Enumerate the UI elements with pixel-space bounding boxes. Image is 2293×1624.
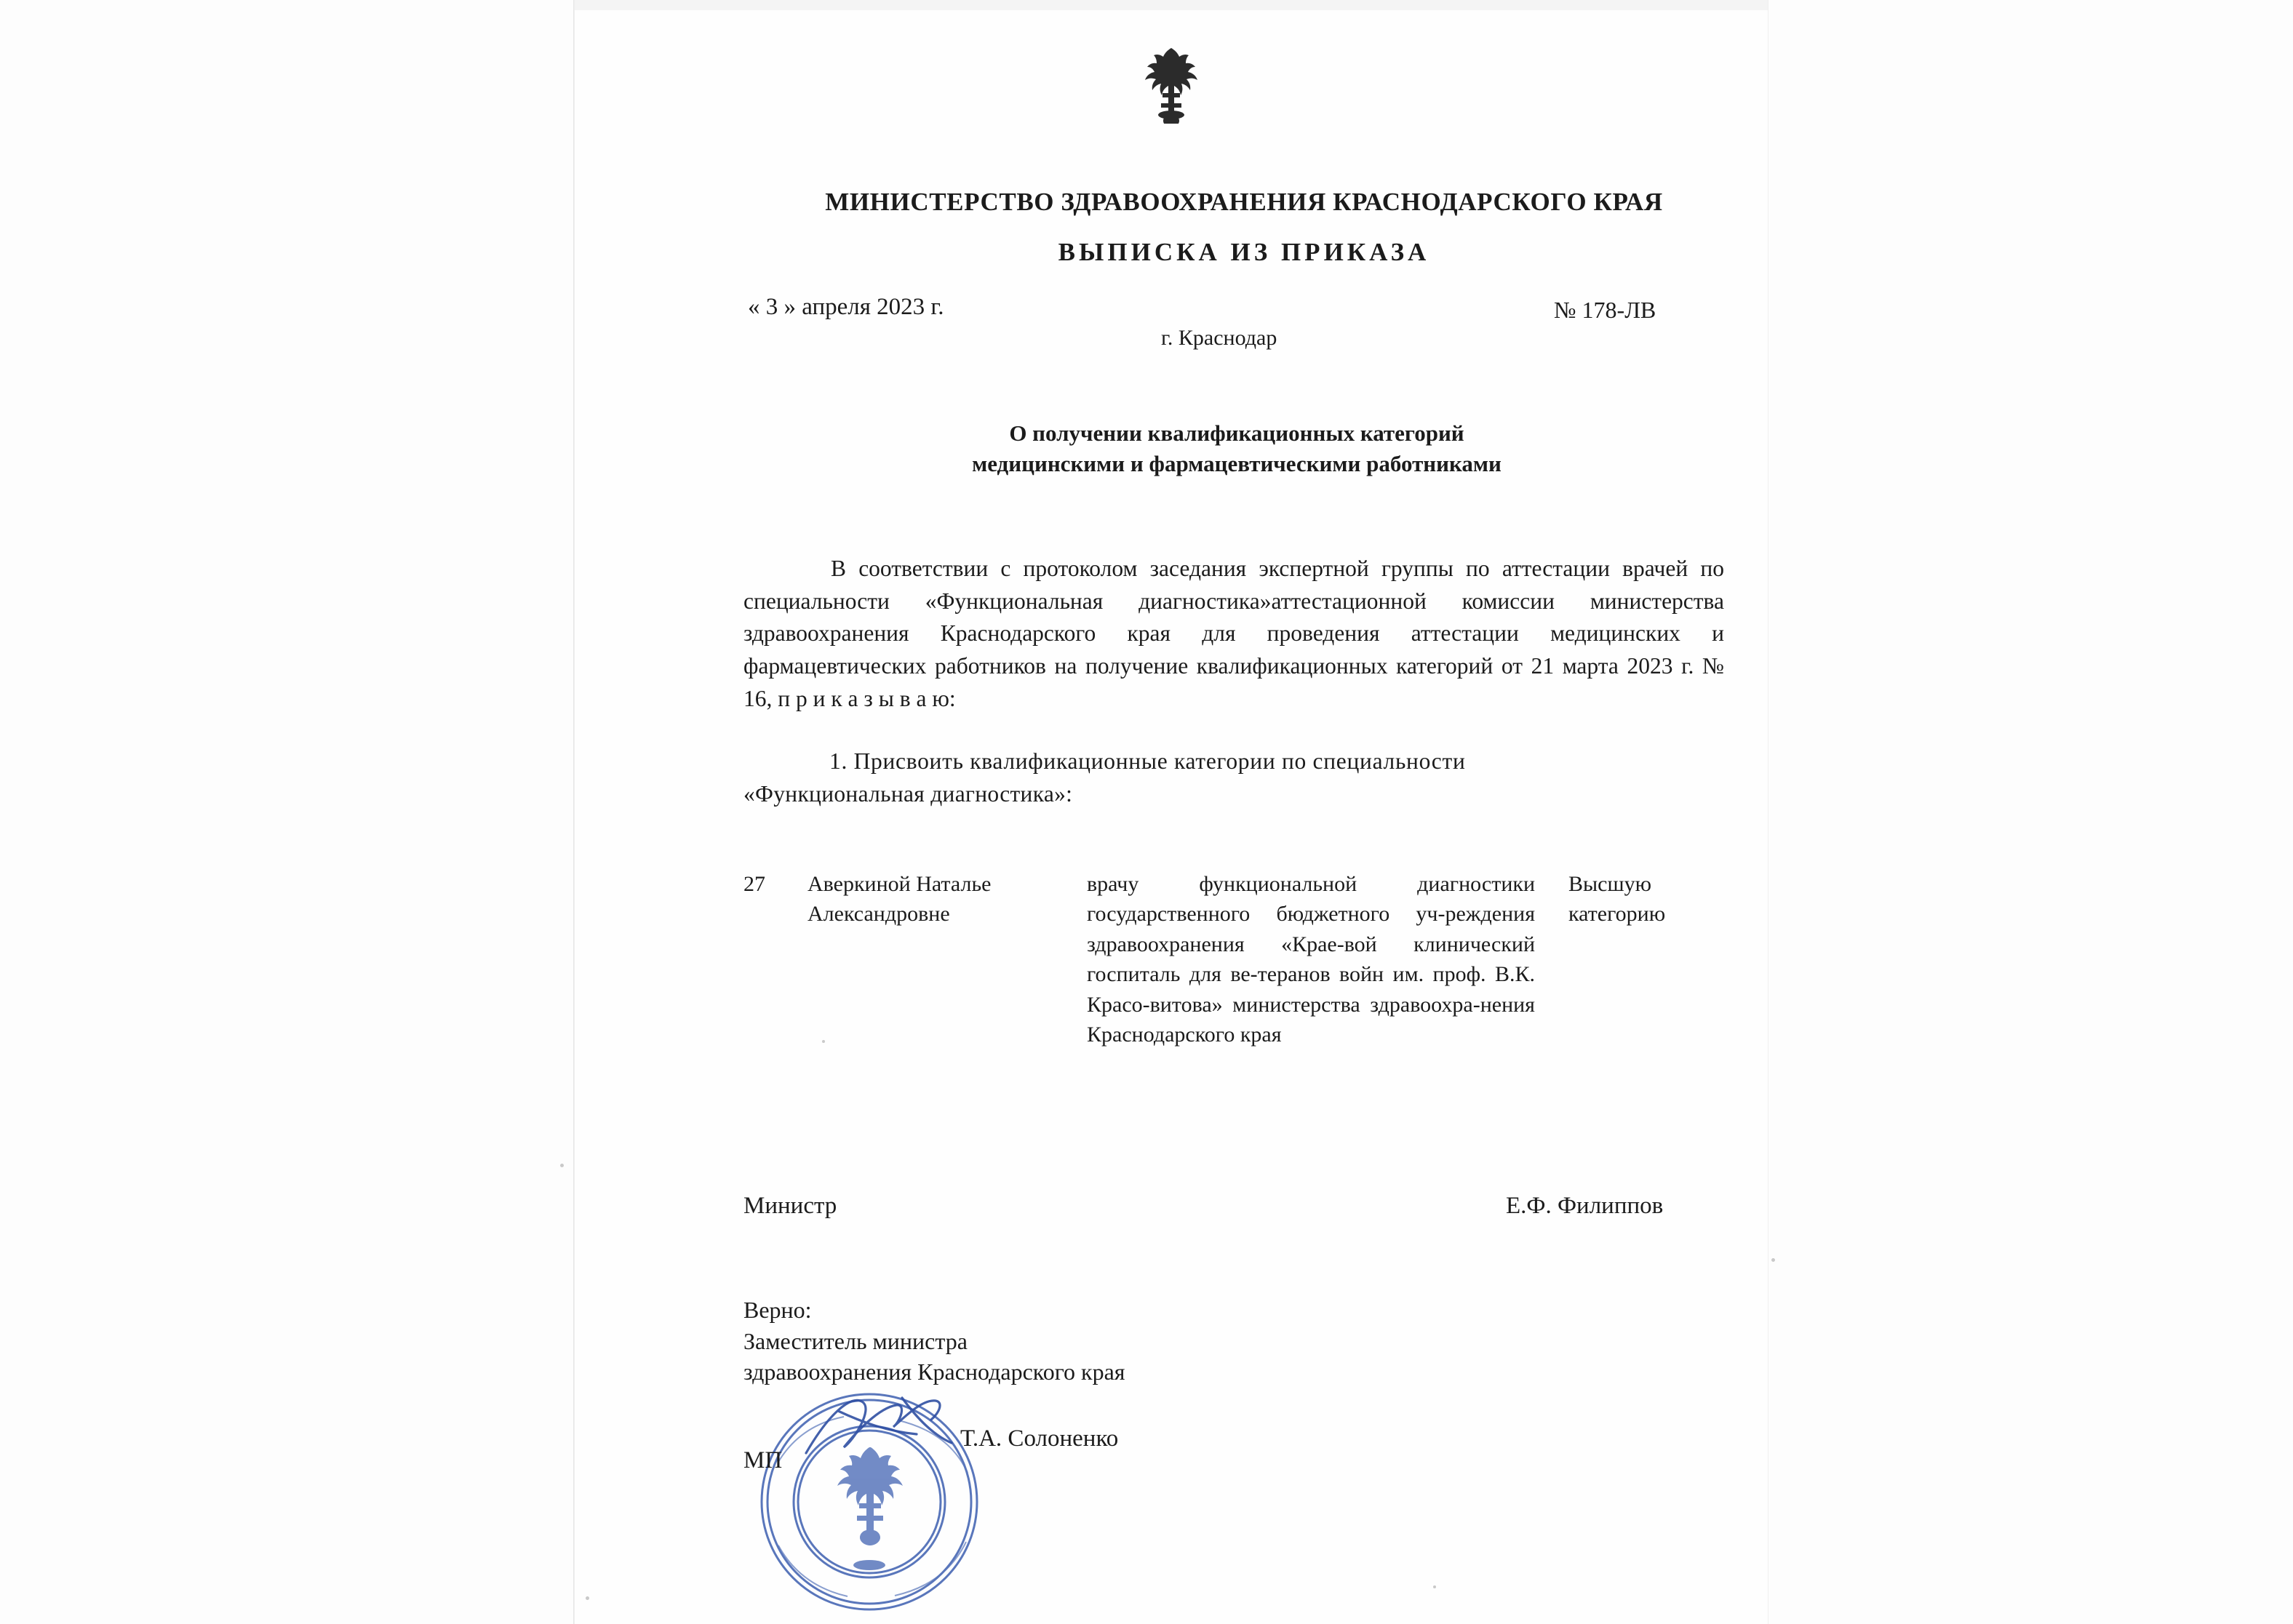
scan-margin-right: [1768, 0, 2293, 1624]
clause-line-1: 1. Присвоить квалификационные категории по специальности: [829, 748, 1466, 774]
scan-speckle: [822, 1040, 825, 1043]
certification-line-1: Верно:: [743, 1297, 812, 1323]
document-date: « 3 » апреля 2023 г.: [748, 294, 944, 320]
scan-speckle: [1771, 1258, 1775, 1262]
scan-speckle: [560, 1164, 564, 1167]
coat-of-arms-icon: [1128, 45, 1215, 125]
clause-line-2: «Функциональная диагностика»:: [743, 780, 1073, 807]
certification-line-3: здравоохранения Краснодарского края: [743, 1359, 1125, 1385]
record-category: Высшую категорию: [1568, 872, 1666, 927]
signer-name: Т.А. Солоненко: [960, 1425, 1119, 1452]
stamp-label: МП: [743, 1447, 783, 1473]
document-body: [743, 553, 1724, 716]
subject-line-1: О получении квалификационных категорий: [1009, 420, 1464, 446]
order-clause: [743, 745, 1724, 810]
minister-name: Е.Ф. Филиппов: [1506, 1193, 1664, 1219]
scan-speckle: [1433, 1585, 1436, 1588]
scan-speckle: [586, 1596, 589, 1600]
document-type-heading: ВЫПИСКА ИЗ ПРИКАЗА: [1058, 238, 1430, 266]
subject-line-2: медицинскими и фармацевтическими работниками: [972, 450, 1502, 476]
body-paragraph: В соответствии с протоколом заседания экспертной группы по аттестации врачей по специальности «Функциональная диагностика»аттестационной комиссии министерства здравоохранения Краснодарского края для проведения аттестации медицинских и фармацевтических работников на получение квалификационных категорий от 21 марта 2023 г. № 16, п р и к а з ы в а ю:: [743, 556, 1724, 711]
scan-margin-left: [0, 0, 575, 1624]
record-person-name: Аверкиной Наталье Александровне: [807, 872, 992, 927]
document-number: № 178-ЛВ: [1554, 297, 1656, 323]
document-subject: [749, 418, 1724, 479]
minister-label: Министр: [743, 1193, 837, 1219]
page-top-strip: [575, 0, 1768, 10]
document-city: г. Краснодар: [1161, 326, 1277, 350]
record-number: 27: [743, 872, 765, 896]
ministry-title: МИНИСТЕРСТВО ЗДРАВООХРАНЕНИЯ КРАСНОДАРСКОГО КРАЯ: [825, 188, 1663, 216]
certification-line-2: Заместитель министра: [743, 1327, 968, 1354]
record-position-description: врачу функциональной диагностики государственного бюджетного уч-реждения здравоохранения «Крае-вой клинический госпиталь для ве-теранов войн им. проф. В.К. Красо-витова» министерства здравоохра-нения Краснодарского края: [1087, 872, 1535, 1047]
